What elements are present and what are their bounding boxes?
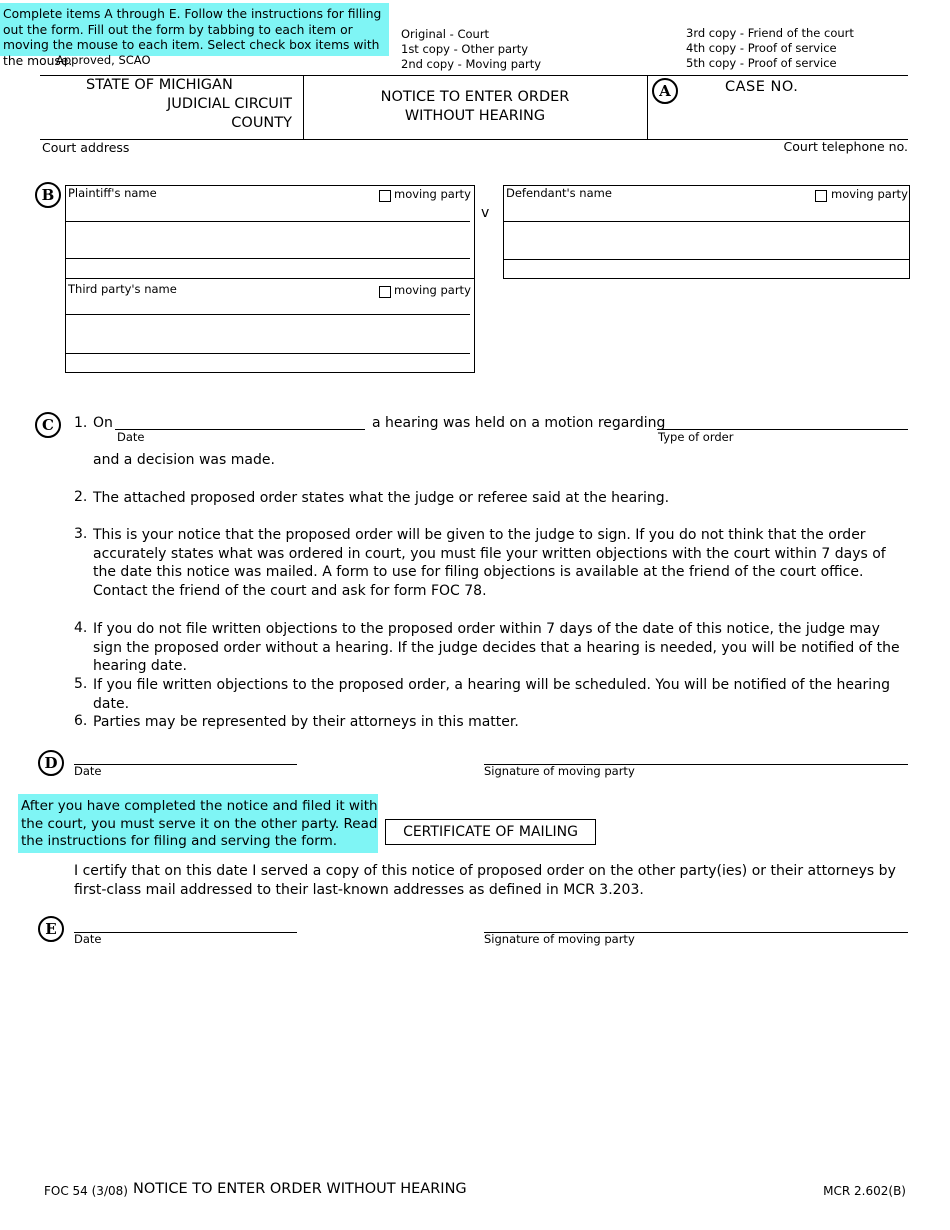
item-4-text: If you do not file written objections to the proposed order within 7 days of the date of this notice, the judge may sign the proposed order without a hearing. If the judge decides that a hearing is needed, you will be notified of the hearing date. [93, 621, 900, 674]
section-d-date-field[interactable] [74, 747, 296, 763]
header-divider-2 [647, 75, 648, 140]
section-d-signature-label: Signature of moving party [484, 764, 635, 778]
item-1-end-text: and a decision was made. [93, 452, 275, 468]
service-instructions: After you have completed the notice and filed it with the court, you must serve it on the other party. Read the instructions for filing and serving the form. [18, 794, 378, 853]
copy-fifth: 5th copy - Proof of service [686, 56, 837, 70]
copy-distribution-left [401, 27, 541, 72]
item-4-number: 4. [74, 620, 88, 636]
item-5-text: If you file written objections to the proposed order, a hearing will be scheduled. You will be notified of the hearing date. [93, 677, 890, 712]
third-party-moving-party-label: moving party [394, 283, 471, 297]
defendant-moving-party-label: moving party [831, 187, 908, 201]
section-e-date-field[interactable] [74, 915, 296, 931]
item-6-number: 6. [74, 713, 88, 729]
top-instructions: Complete items A through E. Follow the instructions for filling out the form. Fill out the form by tabbing to each item or moving the mouse to each item. Select check box items with the mouse. [0, 3, 389, 56]
defendant-address-field[interactable] [504, 223, 908, 258]
section-e-signature-field[interactable] [484, 915, 907, 931]
section-d-date-rule [74, 764, 297, 765]
defendant-rule-1 [504, 221, 909, 222]
copy-distribution-right [686, 26, 854, 71]
case-number-label: CASE NO. [725, 79, 799, 95]
defendant-name-field[interactable] [504, 200, 908, 220]
header-bottom-rule-mid [303, 139, 647, 140]
copy-fourth: 4th copy - Proof of service [686, 41, 837, 55]
hearing-date-rule [115, 429, 365, 430]
item-3-text: This is your notice that the proposed order will be given to the judge to sign. If you do not think that the order accurately states what was ordered in court, you must file your written objections with the court within 7 days of the date this notice was mailed. A form to use for filing objections is available at the friend of the court office. Contact the friend of the court and ask for form FOC 78. [93, 527, 886, 599]
section-e-date-rule [74, 932, 297, 933]
plaintiff-address-field[interactable] [66, 223, 470, 258]
form-title [303, 88, 647, 126]
plaintiff-rule-3 [66, 278, 474, 279]
certificate-title: CERTIFICATE OF MAILING [403, 824, 578, 840]
item-5-number: 5. [74, 676, 88, 692]
third-party-name-label: Third party's name [68, 282, 177, 296]
county-label: COUNTY [231, 115, 292, 131]
section-b-marker: B [35, 182, 61, 208]
hearing-date-label: Date [117, 430, 145, 444]
certificate-title-box [385, 819, 596, 845]
item-2-number: 2. [74, 489, 88, 505]
plaintiff-rule-2 [66, 258, 470, 259]
judicial-circuit-label: JUDICIAL CIRCUIT [167, 96, 292, 112]
section-e-signature-label: Signature of moving party [484, 932, 635, 946]
order-type-field[interactable] [658, 412, 907, 428]
defendant-name-label: Defendant's name [506, 186, 612, 200]
item-6-text: Parties may be represented by their attorneys in this matter. [93, 714, 519, 730]
footer-form-number: FOC 54 (3/08) [44, 1184, 128, 1198]
court-info [40, 76, 292, 133]
third-party-rule-2 [66, 353, 470, 354]
section-e-date-label: Date [74, 932, 102, 946]
third-party-address-field[interactable] [66, 316, 470, 352]
form-title-line1: NOTICE TO ENTER ORDER [380, 89, 570, 105]
defendant-rule-2 [504, 259, 909, 260]
third-party-rule-1 [66, 314, 470, 315]
section-d-signature-field[interactable] [484, 747, 907, 763]
copy-original: Original - Court [401, 27, 490, 41]
versus-label: v [481, 205, 490, 221]
third-party-name-field[interactable] [66, 296, 470, 314]
hearing-date-field[interactable] [116, 412, 364, 428]
item-1-number: 1. [74, 415, 88, 431]
section-a-marker: A [652, 78, 678, 104]
item-2-text: The attached proposed order states what the judge or referee said at the hearing. [93, 490, 670, 506]
section-d-marker: D [38, 750, 64, 776]
copy-first: 1st copy - Other party [401, 42, 529, 56]
form-title-line2: WITHOUT HEARING [404, 108, 546, 124]
order-type-label: Type of order [658, 430, 734, 444]
certificate-text: I certify that on this date I served a copy of this notice of proposed order on the other party(ies) or their attorneys by first-class mail addressed to their last-known addresses as defined in MCR 3.203. [74, 863, 896, 898]
footer-title: NOTICE TO ENTER ORDER WITHOUT HEARING [133, 1181, 467, 1197]
footer-court-rule: MCR 2.602(B) [823, 1184, 906, 1198]
state-of-michigan: STATE OF MICHIGAN [86, 77, 233, 93]
court-telephone-label: Court telephone no. [783, 139, 908, 154]
court-address-label: Court address [42, 140, 130, 155]
case-number-field[interactable] [690, 100, 905, 135]
plaintiff-rule-1 [66, 221, 470, 222]
item-3-number: 3. [74, 526, 88, 542]
section-c-marker: C [35, 412, 61, 438]
section-e-marker: E [38, 916, 64, 942]
plaintiff-name-field[interactable] [66, 200, 470, 220]
plaintiff-moving-party-label: moving party [394, 187, 471, 201]
copy-third: 3rd copy - Friend of the court [686, 26, 854, 40]
copy-second: 2nd copy - Moving party [401, 57, 542, 71]
section-d-date-label: Date [74, 764, 102, 778]
item-1-middle-text: a hearing was held on a motion regarding [372, 415, 666, 431]
approved-scao: Approved, SCAO [56, 53, 151, 67]
item-1-on: On [93, 415, 113, 431]
plaintiff-name-label: Plaintiff's name [68, 186, 157, 200]
